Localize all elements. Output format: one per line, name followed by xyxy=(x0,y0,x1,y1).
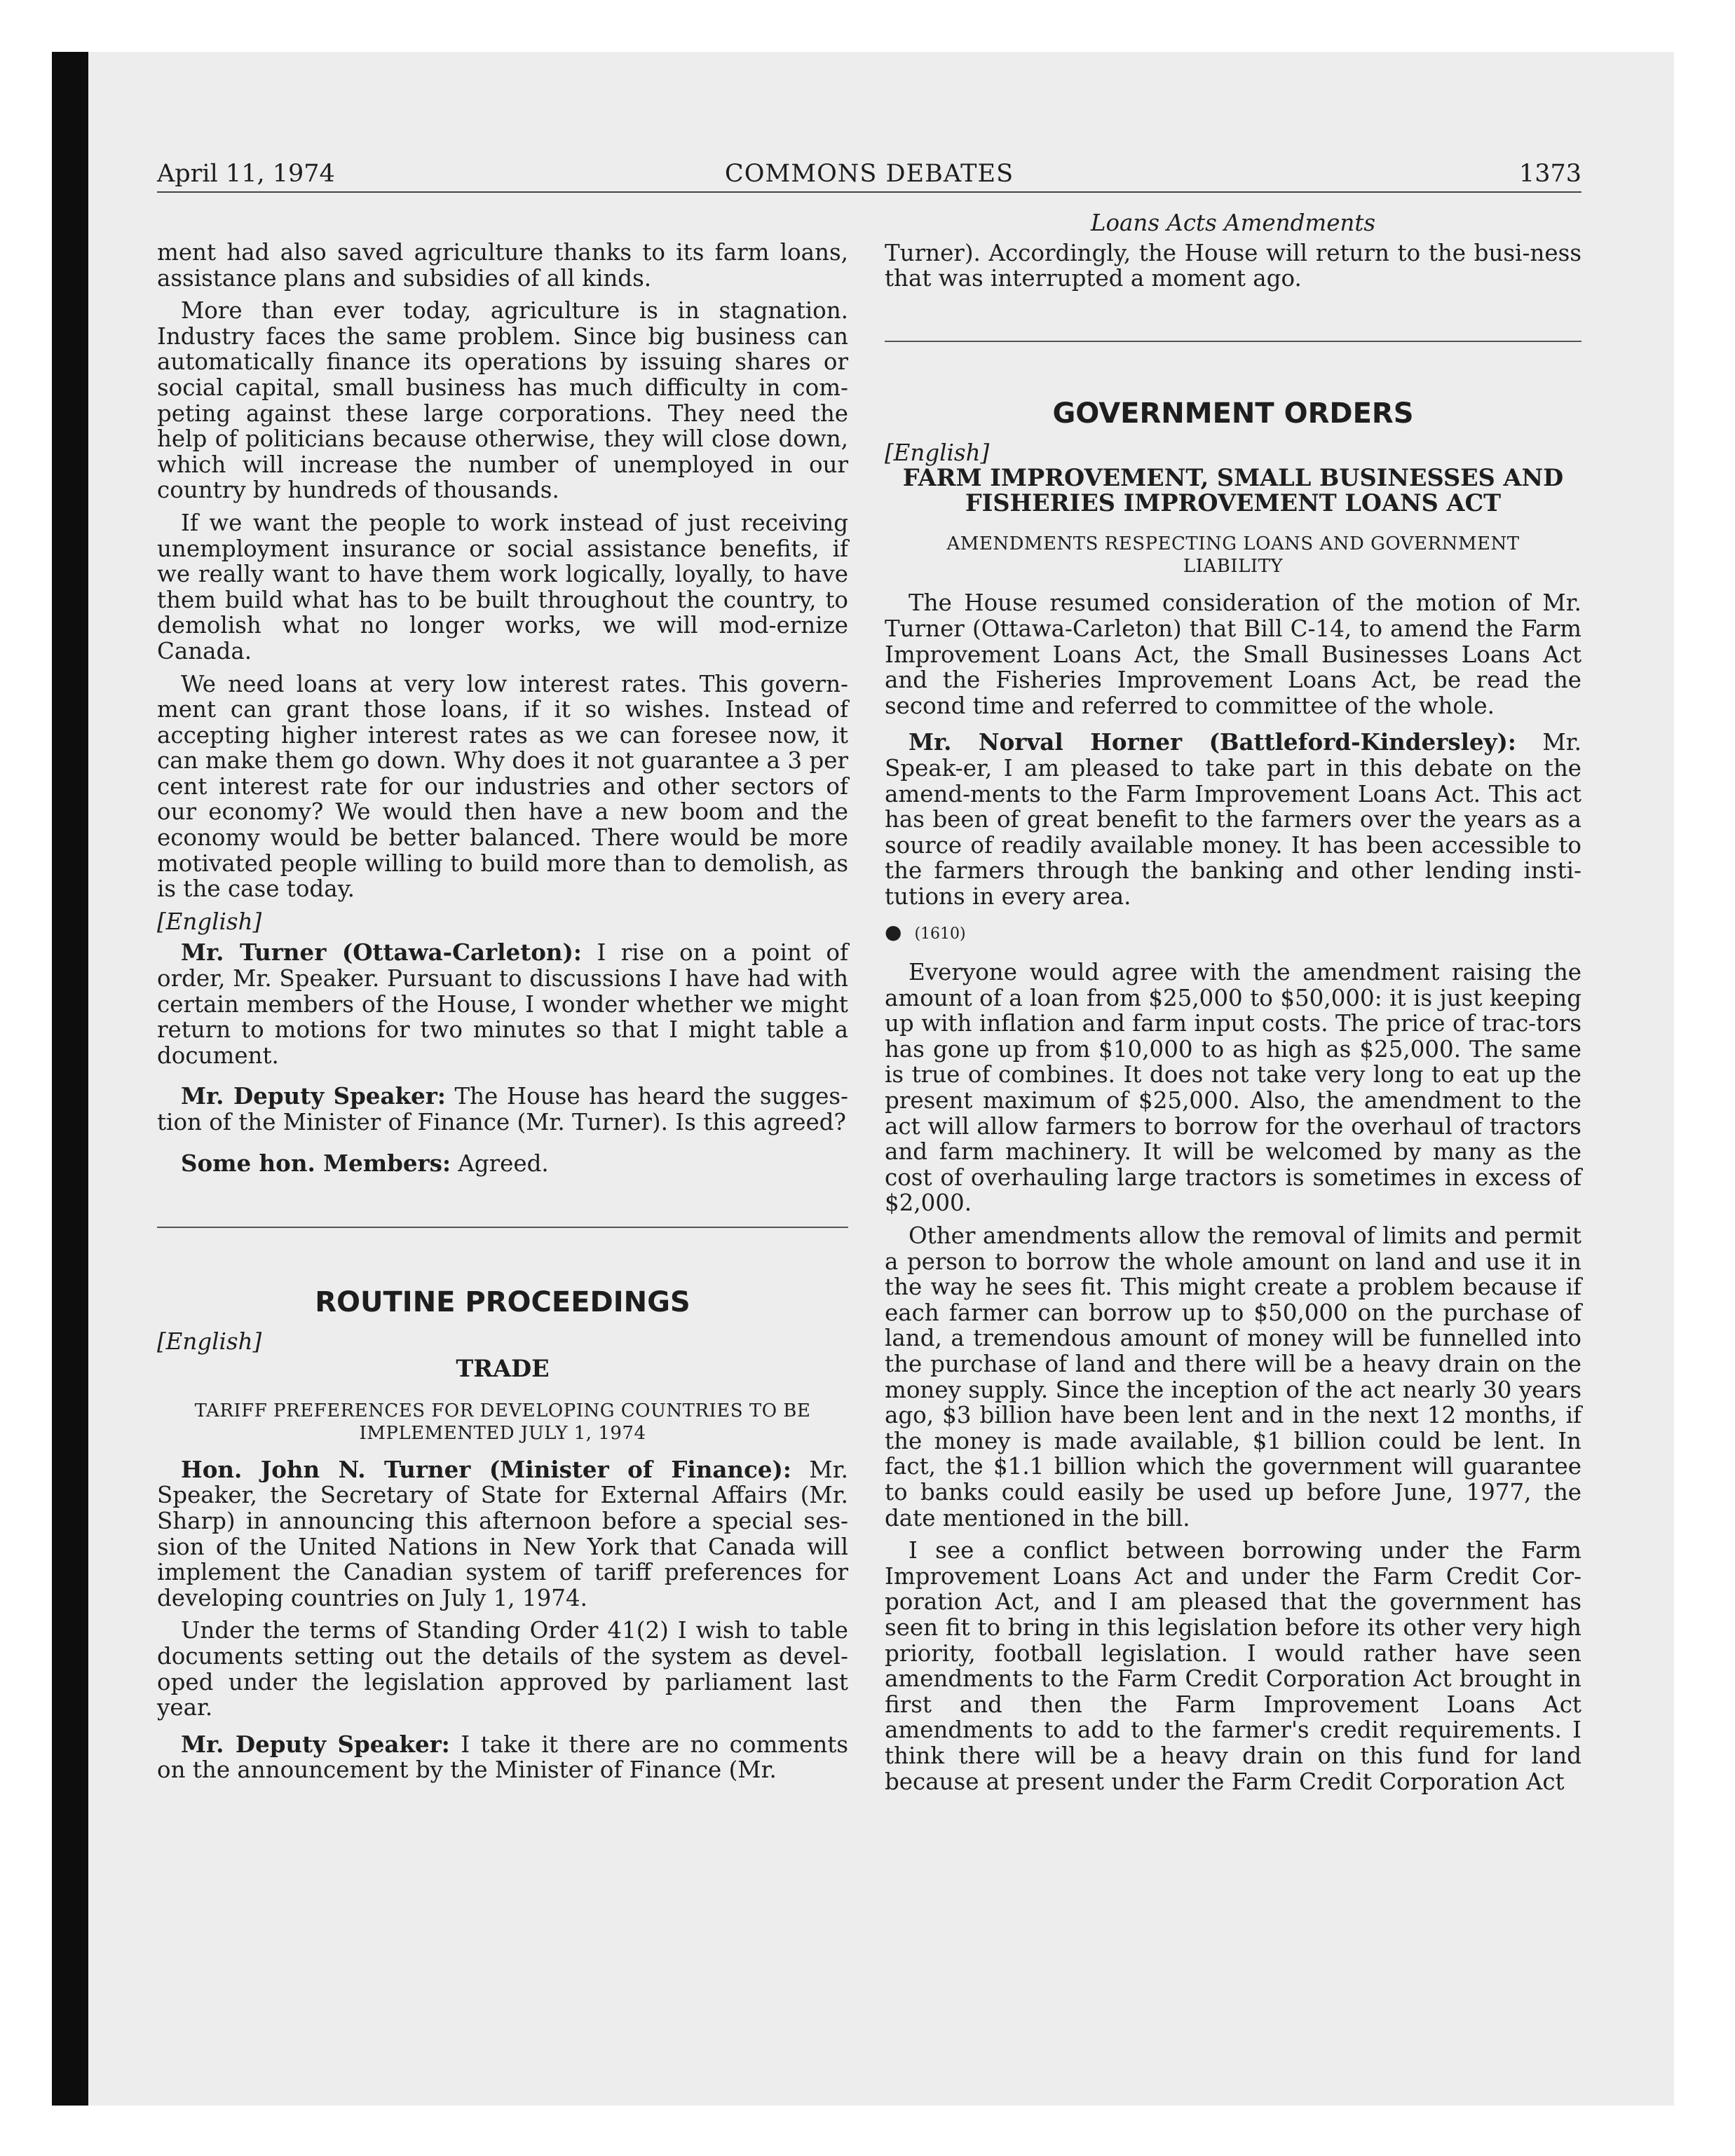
paragraph: ment had also saved agriculture thanks to its farm loans, assistance plans and subsidies of all kinds. xyxy=(157,239,848,292)
speech-text: Agreed. xyxy=(458,1149,549,1177)
section-title: GOVERNMENT ORDERS xyxy=(1052,397,1414,430)
subject-title: TRADE xyxy=(456,1354,550,1382)
paragraph: The House resumed consideration of the motion of Mr. Turner (Ottawa-Carleton) that Bill C-14, to amend the Farm Improvement Loans Act, the Small Businesses Loans Act and the Fisheries Improvement Loans Act, be read the second time and referred to committee of the whole. xyxy=(885,589,1581,719)
paragraph: I see a conflict between borrowing under the Farm Improvement Loans Act and under the Farm Credit Cor-poration Act, and I am pleased that the government has seen fit to bring in this legislation before its other very high priority, football legislation. I would rather have seen amendments to the Farm Credit Corporation Act brought in first and then the Farm Improvement Loans Act amendments to add to the farmer's credit requirements. I think there will be a heavy drain on this fund for land because at present under the Farm Credit Corporation Act xyxy=(885,1537,1581,1795)
paragraph: Under the terms of Standing Order 41(2) I wish to table documents setting out the details of the system as devel-oped under the legislation approved by parliament last year. xyxy=(157,1617,848,1721)
bill-subtitle-line-1: AMENDMENTS RESPECTING LOANS AND GOVERNMENT xyxy=(946,533,1520,555)
paragraph: If we want the people to work instead of just receiving unemployment insurance or social assistance benefits, if we really want to have them work logically, loyally, to have them build what has to be built throughout the country, to demolish what no longer works, we will mod-ernize Canada. xyxy=(157,509,848,664)
speech-horner xyxy=(885,730,1581,909)
paragraph: More than ever today, agriculture is in stagnation. Industry faces the same problem. Since big business can automatically finance its operations by issuing shares or social capital, small business has much difficulty in com-peting against these large corporations. They need the help of politicians because otherwise, they will close down, which will increase the number of unemployed in our country by hundreds of thousands. xyxy=(157,297,848,504)
subject-subtitle-line-2: IMPLEMENTED JULY 1, 1974 xyxy=(359,1422,646,1444)
language-marker: [English] xyxy=(885,439,990,466)
language-marker: [English] xyxy=(157,1328,262,1356)
scan-binding-edge xyxy=(52,52,88,2106)
header-rule xyxy=(157,191,1581,193)
subject-subtitle-line-1: TARIFF PREFERENCES FOR DEVELOPING COUNTRIES TO BE xyxy=(194,1400,811,1421)
time-marker-text: (1610) xyxy=(914,925,966,943)
speech-turner xyxy=(157,940,848,1068)
paragraph: Other amendments allow the removal of limits and permit a person to borrow the whole amount on land and use it in the way he sees fit. This might create a problem because if each farmer can borrow up to $50,000 on the purchase of land, a tremendous amount of money will be funnelled into the purchase of land and there will be a heavy drain on the money supply. Since the inception of the act nearly 30 years ago, $3 billion have been lent and in the next 12 months, if the money is made available, $1 billion could be lent. In fact, the $1.1 billion which the government will guarantee to banks could easily be used up before June, 1977, the date mentioned in the bill. xyxy=(885,1222,1581,1531)
left-column xyxy=(157,210,848,1790)
bill-title-line-1: FARM IMPROVEMENT, SMALL BUSINESSES AND xyxy=(902,464,1564,492)
running-head: Loans Acts Amendments xyxy=(1090,210,1376,236)
speaker-name: Mr. Deputy Speaker: xyxy=(181,1730,450,1758)
language-marker: [English] xyxy=(157,908,262,935)
speech-john-turner xyxy=(157,1457,848,1611)
speech-text: The House has heard the sugges-tion of the Minister of Finance (Mr. Turner). Is this agreed? xyxy=(157,1083,849,1135)
speech-members xyxy=(157,1151,848,1177)
speech-text: I rise on a point of order, Mr. Speaker. Pursuant to discussions I have had with certain members of the House, I wonder whether we might return to motions for two minutes so that I might table a document. xyxy=(157,939,848,1069)
time-marker xyxy=(885,920,1581,948)
bill-title-line-2: FISHERIES IMPROVEMENT LOANS ACT xyxy=(965,489,1502,517)
speech-text: I take it there are no comments on the announcement by the Minister of Finance (Mr. xyxy=(157,1731,848,1784)
paragraph: Everyone would agree with the amendment raising the amount of a loan from $25,000 to $50,000: it is just keeping up with inflation and farm input costs. The price of trac-tors has gone up from $10,000 to as high as $25,000. The same is true of combines. It does not take very long to eat up the present maximum of $25,000. Also, the amendment to the act will allow farmers to borrow for the overhaul of tractors and farm machinery. It will be welcomed by many as the cost of overhauling large tractors is sometimes in excess of $2,000. xyxy=(885,959,1581,1217)
paragraph: Turner). Accordingly, the House will return to the busi-ness that was interrupted a moment ago. xyxy=(885,239,1581,292)
page-header xyxy=(157,156,1581,192)
section-title: ROUTINE PROCEEDINGS xyxy=(315,1286,690,1319)
paragraph: We need loans at very low interest rates. This govern-ment can grant those loans, if it so wishes. Instead of accepting higher interest rates as we can foresee now, it can make them go down. Why does it not guarantee a 3 per cent interest rate for our industries and other sectors of our economy? We would then have a new boom and the economy would be better balanced. There would be more motivated people willing to build more than to demolish, as is the case today. xyxy=(157,670,848,903)
bill-subtitle-line-2: LIABILITY xyxy=(1183,556,1284,578)
speech-deputy-speaker xyxy=(157,1732,848,1783)
speaker-name: Mr. Norval Horner (Battleford-Kindersley): xyxy=(909,728,1516,756)
header-date: April 11, 1974 xyxy=(157,160,335,188)
speaker-name: Hon. John N. Turner (Minister of Finance): xyxy=(181,1455,791,1483)
speaker-name: Mr. Deputy Speaker: xyxy=(181,1082,446,1110)
speech-deputy-speaker xyxy=(157,1084,848,1135)
bullet-icon: ● xyxy=(885,920,902,943)
speaker-name: Mr. Turner (Ottawa-Carleton): xyxy=(181,939,582,967)
header-title: COMMONS DEBATES xyxy=(724,160,1014,188)
speech-text: Mr. Speak-er, I am pleased to take part in this debate on the amend-ments to the Farm Improvement Loans Act. This act has been of great benefit to the farmers over the years as a source of readily available money. It has been accessible to the farmers through the banking and other lending insti-tutions in every area. xyxy=(885,729,1581,910)
right-column xyxy=(885,210,1581,1801)
speaker-name: Some hon. Members: xyxy=(181,1149,451,1177)
page-number: 1373 xyxy=(1518,160,1581,188)
speech-text: Mr. Speaker, the Secretary of State for External Affairs (Mr. Sharp) in announcing this afternoon before a special ses-sion of the United Nations in New York that Canada will implement the Canadian system of tariff preferences for developing countries on July 1, 1974. xyxy=(157,1456,848,1611)
